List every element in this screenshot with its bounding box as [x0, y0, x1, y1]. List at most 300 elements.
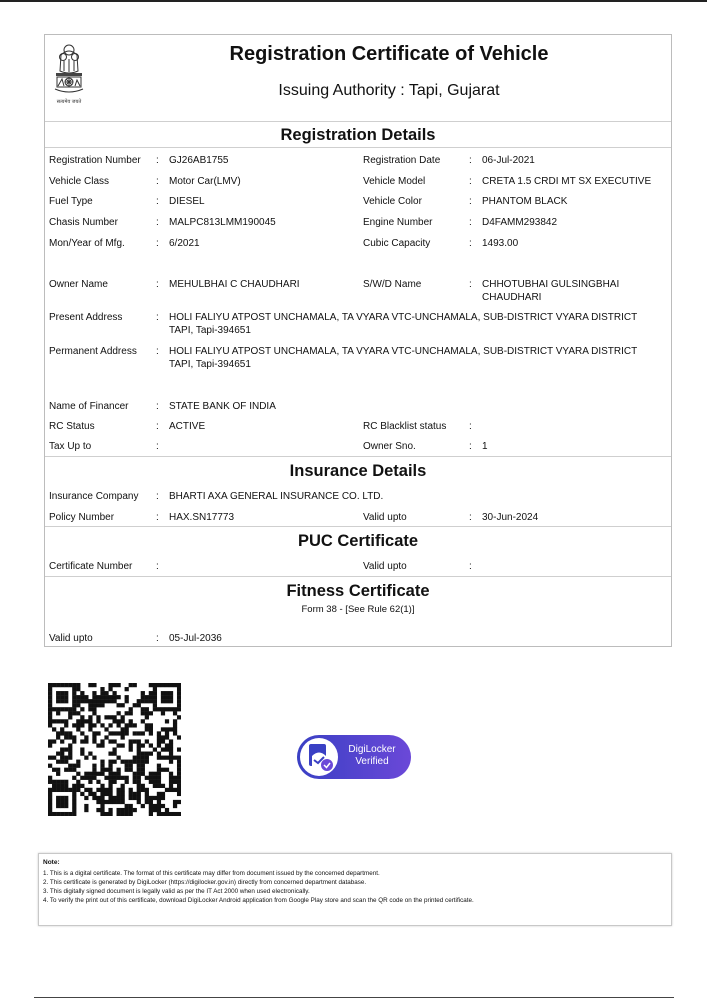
colon: : — [156, 561, 159, 572]
qr-module — [100, 792, 104, 796]
qr-module — [112, 760, 116, 764]
qr-module — [173, 788, 177, 792]
qr-module — [92, 691, 96, 695]
qr-module — [56, 804, 60, 808]
notes-box — [38, 853, 672, 926]
qr-module — [141, 731, 145, 735]
qr-module — [88, 683, 92, 687]
qr-module — [88, 727, 92, 731]
qr-module — [64, 756, 68, 760]
qr-module — [108, 687, 112, 691]
qr-module — [56, 812, 60, 816]
qr-module — [177, 812, 181, 816]
qr-module — [108, 731, 112, 735]
qr-module — [48, 687, 52, 691]
qr-module — [84, 695, 88, 699]
qr-module — [145, 739, 149, 743]
qr-module — [48, 776, 52, 780]
qr-modules — [48, 683, 181, 816]
qr-module — [68, 768, 72, 772]
qr-module — [112, 772, 116, 776]
qr-module — [165, 812, 169, 816]
qr-module — [169, 739, 173, 743]
qr-module — [149, 804, 153, 808]
qr-module — [92, 703, 96, 707]
qr-module — [145, 695, 149, 699]
qr-module — [173, 812, 177, 816]
qr-module — [145, 699, 149, 703]
qr-module — [80, 723, 84, 727]
qr-module — [76, 760, 80, 764]
qr-module — [121, 727, 125, 731]
qr-module — [96, 808, 100, 812]
qr-module — [149, 780, 153, 784]
qr-module — [157, 772, 161, 776]
qr-module — [72, 735, 76, 739]
mfg-value: 6/2021 — [169, 238, 200, 249]
qr-module — [56, 800, 60, 804]
colon: : — [156, 217, 159, 228]
fuel-type-label: Fuel Type — [49, 196, 93, 207]
qr-module — [84, 808, 88, 812]
qr-module — [145, 707, 149, 711]
qr-module — [76, 727, 80, 731]
colon: : — [156, 238, 159, 249]
qr-module — [68, 711, 72, 715]
qr-module — [177, 747, 181, 751]
insurance-section-title: Insurance Details — [289, 462, 427, 480]
qr-module — [92, 699, 96, 703]
qr-module — [145, 776, 149, 780]
qr-module — [165, 747, 169, 751]
qr-module — [92, 764, 96, 768]
qr-module — [60, 731, 64, 735]
qr-module — [145, 788, 149, 792]
qr-module — [129, 707, 133, 711]
colon: : — [469, 217, 472, 228]
qr-module — [76, 703, 80, 707]
qr-module — [48, 800, 52, 804]
qr-module — [141, 804, 145, 808]
qr-module — [100, 796, 104, 800]
qr-module — [129, 764, 133, 768]
present-address-label: Present Address — [49, 312, 123, 323]
qr-module — [100, 687, 104, 691]
financer-label: Name of Financer — [49, 401, 129, 412]
qr-module — [104, 776, 108, 780]
cc-value: 1493.00 — [482, 238, 519, 249]
qr-module — [153, 683, 157, 687]
qr-module — [48, 739, 52, 743]
fuel-type-value: DIESEL — [169, 196, 205, 207]
colon: : — [156, 421, 159, 432]
qr-module — [137, 739, 141, 743]
qr-module — [129, 723, 133, 727]
qr-module — [72, 707, 76, 711]
qr-module — [52, 780, 56, 784]
swd-value: CHHOTUBHAI GULSINGBHAI CHAUDHARI — [482, 279, 620, 303]
qr-module — [161, 756, 165, 760]
qr-module — [153, 691, 157, 695]
note-line: 4. To verify the print out of this certificate, download DigiLocker Android application from Google Play store and scan the QR code on the printed certificate. — [43, 897, 474, 904]
divider — [45, 576, 671, 577]
qr-module — [48, 804, 52, 808]
qr-module — [149, 812, 153, 816]
puc-cert-label: Certificate Number — [49, 561, 133, 572]
puc-section-title: PUC Certificate — [297, 532, 419, 550]
qr-module — [92, 707, 96, 711]
qr-module — [141, 707, 145, 711]
qr-module — [169, 727, 173, 731]
qr-module — [92, 711, 96, 715]
qr-module — [80, 691, 84, 695]
qr-module — [157, 768, 161, 772]
qr-module — [104, 800, 108, 804]
qr-module — [60, 707, 64, 711]
qr-module — [133, 772, 137, 776]
qr-module — [157, 804, 161, 808]
qr-module — [64, 768, 68, 772]
qr-module — [108, 812, 112, 816]
qr-module — [96, 780, 100, 784]
qr-module — [153, 804, 157, 808]
permanent-address-value: HOLI FALIYU ATPOST UNCHAMALA, TA VYARA VTC-UNCHAMALA, SUB-DISTRICT VYARA DISTRICT TAPI, Tapi-394651 — [169, 346, 638, 370]
qr-module — [68, 752, 72, 756]
qr-module — [141, 711, 145, 715]
reg-number-value: GJ26AB1755 — [169, 155, 229, 166]
qr-module — [56, 731, 60, 735]
qr-module — [125, 780, 129, 784]
qr-module — [157, 800, 161, 804]
qr-module — [157, 752, 161, 756]
qr-module — [76, 695, 80, 699]
qr-module — [177, 772, 181, 776]
qr-module — [125, 731, 129, 735]
qr-module — [149, 723, 153, 727]
qr-module — [56, 784, 60, 788]
colon: : — [156, 196, 159, 207]
divider — [45, 456, 671, 457]
qr-module — [68, 812, 72, 816]
qr-module — [121, 735, 125, 739]
qr-module — [161, 691, 165, 695]
qr-module — [121, 760, 125, 764]
qr-module — [169, 788, 173, 792]
qr-module — [149, 800, 153, 804]
qr-module — [56, 719, 60, 723]
qr-module — [64, 695, 68, 699]
qr-module — [64, 735, 68, 739]
qr-module — [153, 772, 157, 776]
qr-module — [80, 752, 84, 756]
qr-module — [173, 723, 177, 727]
owner-sno-label: Owner Sno. — [363, 441, 416, 452]
qr-module — [129, 683, 133, 687]
qr-module — [169, 780, 173, 784]
qr-module — [108, 739, 112, 743]
qr-module — [177, 764, 181, 768]
qr-module — [80, 715, 84, 719]
qr-module — [173, 711, 177, 715]
qr-module — [137, 788, 141, 792]
qr-module — [117, 776, 121, 780]
qr-module — [137, 780, 141, 784]
qr-module — [72, 723, 76, 727]
qr-module — [48, 756, 52, 760]
qr-module — [169, 747, 173, 751]
qr-module — [112, 695, 116, 699]
qr-module — [72, 800, 76, 804]
qr-module — [141, 695, 145, 699]
qr-module — [137, 792, 141, 796]
qr-module — [157, 796, 161, 800]
qr-module — [169, 776, 173, 780]
qr-module — [72, 768, 76, 772]
qr-module — [157, 683, 161, 687]
qr-module — [88, 699, 92, 703]
qr-module — [52, 719, 56, 723]
qr-module — [60, 695, 64, 699]
qr-module — [117, 731, 121, 735]
qr-module — [177, 687, 181, 691]
qr-module — [177, 776, 181, 780]
qr-module — [173, 727, 177, 731]
qr-module — [108, 780, 112, 784]
qr-module — [72, 687, 76, 691]
qr-module — [153, 808, 157, 812]
page-title: Registration Certificate of Vehicle — [229, 43, 549, 65]
qr-module — [68, 731, 72, 735]
rc-status-label: RC Status — [49, 421, 95, 432]
qr-module — [64, 804, 68, 808]
qr-module — [125, 804, 129, 808]
colon: : — [469, 238, 472, 249]
qr-module — [92, 695, 96, 699]
qr-module — [48, 808, 52, 812]
qr-module — [149, 691, 153, 695]
qr-module — [129, 792, 133, 796]
qr-module — [129, 760, 133, 764]
rc-blacklist-label: RC Blacklist status — [363, 421, 447, 432]
qr-module — [104, 788, 108, 792]
qr-module — [173, 707, 177, 711]
qr-module — [56, 683, 60, 687]
engine-value: D4FAMM293842 — [482, 217, 558, 228]
qr-module — [137, 747, 141, 751]
qr-module — [104, 715, 108, 719]
qr-module — [129, 796, 133, 800]
qr-module — [121, 792, 125, 796]
qr-module — [72, 699, 76, 703]
qr-module — [165, 707, 169, 711]
qr-module — [60, 727, 64, 731]
registration-section-title: Registration Details — [280, 126, 436, 144]
qr-module — [157, 780, 161, 784]
qr-module — [137, 764, 141, 768]
qr-module — [129, 743, 133, 747]
colon: : — [469, 279, 472, 290]
qr-module — [88, 752, 92, 756]
qr-module — [96, 796, 100, 800]
colon: : — [156, 401, 159, 412]
qr-module — [80, 784, 84, 788]
qr-module — [117, 703, 121, 707]
qr-module — [165, 691, 169, 695]
qr-module — [161, 699, 165, 703]
qr-module — [149, 808, 153, 812]
qr-module — [137, 752, 141, 756]
qr-module — [72, 711, 76, 715]
qr-module — [161, 711, 165, 715]
qr-module — [117, 683, 121, 687]
qr-module — [157, 731, 161, 735]
qr-module — [108, 752, 112, 756]
colon: : — [469, 512, 472, 523]
qr-module — [173, 780, 177, 784]
qr-module — [137, 703, 141, 707]
qr-module — [173, 804, 177, 808]
qr-module — [165, 719, 169, 723]
qr-module — [52, 727, 56, 731]
chasis-label: Chasis Number — [49, 217, 118, 228]
qr-module — [169, 752, 173, 756]
chasis-value: MALPC813LMM190045 — [169, 217, 276, 228]
qr-module — [56, 780, 60, 784]
qr-module — [100, 743, 104, 747]
cc-label: Cubic Capacity — [363, 238, 431, 249]
qr-module — [92, 772, 96, 776]
qr-module — [177, 768, 181, 772]
qr-module — [121, 800, 125, 804]
tax-label: Tax Up to — [49, 441, 92, 452]
qr-module — [137, 772, 141, 776]
qr-module — [52, 768, 56, 772]
qr-module — [173, 776, 177, 780]
qr-module — [177, 707, 181, 711]
qr-module — [149, 711, 153, 715]
fitness-section-title: Fitness Certificate — [286, 582, 430, 600]
qr-module — [48, 788, 52, 792]
colon: : — [469, 155, 472, 166]
qr-module — [108, 796, 112, 800]
qr-module — [100, 695, 104, 699]
qr-module — [52, 739, 56, 743]
qr-module — [165, 731, 169, 735]
qr-module — [129, 768, 133, 772]
owner-value: MEHULBHAI C CHAUDHARI — [169, 279, 300, 290]
vehicle-class-label: Vehicle Class — [49, 176, 110, 187]
qr-module — [161, 792, 165, 796]
qr-module — [72, 776, 76, 780]
qr-module — [76, 719, 80, 723]
qr-module — [157, 756, 161, 760]
qr-module — [52, 812, 56, 816]
qr-module — [161, 727, 165, 731]
qr-module — [48, 719, 52, 723]
qr-module — [157, 812, 161, 816]
qr-module — [100, 784, 104, 788]
qr-module — [133, 723, 137, 727]
qr-module — [56, 772, 60, 776]
qr-module — [129, 804, 133, 808]
qr-module — [157, 739, 161, 743]
qr-module — [96, 699, 100, 703]
qr-module — [64, 788, 68, 792]
qr-module — [125, 695, 129, 699]
qr-module — [153, 695, 157, 699]
qr-module — [121, 743, 125, 747]
reg-date-label: Registration Date — [363, 155, 441, 166]
qr-module — [153, 780, 157, 784]
qr-module — [100, 691, 104, 695]
qr-module — [112, 715, 116, 719]
qr-module — [84, 719, 88, 723]
top-rule — [0, 0, 707, 2]
qr-module — [117, 772, 121, 776]
qr-module — [76, 784, 80, 788]
qr-module — [108, 760, 112, 764]
qr-module — [100, 800, 104, 804]
qr-module — [64, 796, 68, 800]
qr-module — [125, 727, 129, 731]
qr-module — [149, 776, 153, 780]
qr-module — [68, 715, 72, 719]
qr-module — [108, 776, 112, 780]
qr-module — [108, 764, 112, 768]
qr-module — [173, 800, 177, 804]
qr-module — [84, 735, 88, 739]
qr-module — [84, 739, 88, 743]
qr-module — [117, 743, 121, 747]
qr-module — [88, 792, 92, 796]
qr-module — [60, 739, 64, 743]
qr-module — [112, 800, 116, 804]
qr-module — [157, 792, 161, 796]
badge-line2: Verified — [355, 756, 389, 767]
qr-module — [133, 739, 137, 743]
qr-module — [161, 735, 165, 739]
qr-module — [157, 707, 161, 711]
qr-module — [56, 760, 60, 764]
qr-module — [117, 812, 121, 816]
qr-module — [60, 683, 64, 687]
qr-module — [169, 743, 173, 747]
qr-module — [161, 804, 165, 808]
emblem-caption: सत्यमेव जयते — [56, 99, 82, 105]
vehicle-class-value: Motor Car(LMV) — [169, 176, 241, 187]
qr-module — [157, 784, 161, 788]
qr-module — [68, 747, 72, 751]
qr-module — [104, 699, 108, 703]
qr-module — [68, 707, 72, 711]
qr-module — [80, 699, 84, 703]
mfg-label: Mon/Year of Mfg. — [49, 238, 125, 249]
qr-module — [48, 715, 52, 719]
qr-module — [161, 683, 165, 687]
qr-module — [48, 703, 52, 707]
qr-module — [177, 695, 181, 699]
qr-module — [48, 743, 52, 747]
qr-module — [161, 695, 165, 699]
qr-module — [48, 695, 52, 699]
qr-module — [177, 800, 181, 804]
qr-module — [104, 768, 108, 772]
qr-module — [121, 719, 125, 723]
qr-module — [133, 756, 137, 760]
insurance-company-label: Insurance Company — [49, 491, 139, 502]
qr-module — [64, 719, 68, 723]
qr-module — [145, 711, 149, 715]
